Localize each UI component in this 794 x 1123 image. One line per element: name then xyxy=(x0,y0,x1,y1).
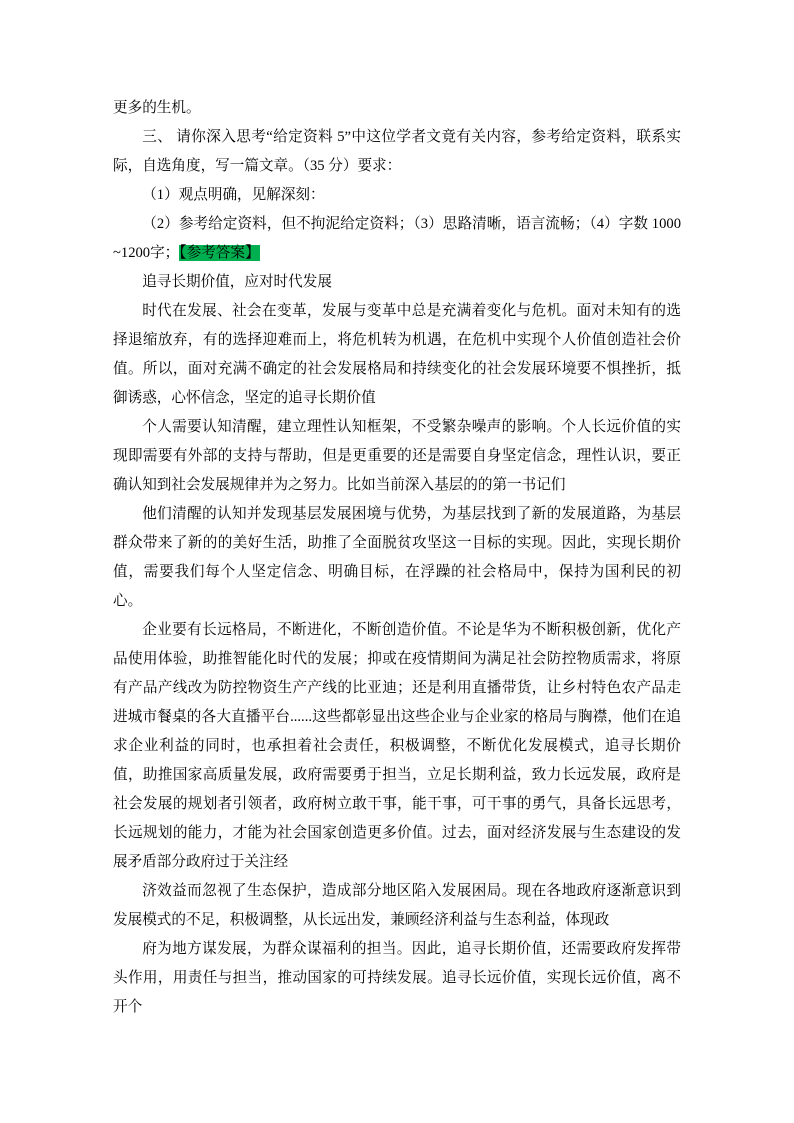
essay-paragraph: 济效益而忽视了生态保护，造成部分地区陷入发展困局。现在各地政府逐渐意识到发展模式的不足，积极调整，从长远出发，兼顾经济利益与生态利益，体现政 xyxy=(113,883,681,928)
requirements-text: （2）参考给定资料，但不拘泥给定资料；（3）思路清晰，语言流畅；（4）字数 1000~1200字； xyxy=(113,216,681,261)
document-body xyxy=(113,94,681,1022)
essay-paragraph: 他们清醒的认知并发现基层发展困境与优势，为基层找到了新的发展道路，为基层群众带来了新的的美好生活，助推了全面脱贫攻坚这一目标的实现。因此，实现长期价值，需要我们每个人坚定信念、明确目标，在浮躁的社会格局中，保持为国利民的初心。 xyxy=(113,506,681,609)
essay-paragraph: 个人需要认知清醒，建立理性认知框架，不受繁杂噪声的影响。个人长远价值的实现即需要有外部的支持与帮助，但是更重要的还是需要自身坚定信念，理性认识，要正确认知到社会发展规律并为之努力。比如当前深入基层的的第一书记们 xyxy=(113,419,681,493)
reference-answer-label: 【参考答案】 xyxy=(179,245,260,261)
essay-title: 追寻长期价值，应对时代发展 xyxy=(142,274,332,290)
question-three-prompt: 三、 请你深入思考“给定资料 5”中这位学者文竟有关内容，参考给定资料，联系实际，自选角度，写一篇文章。（35 分）要求： xyxy=(113,129,681,174)
paragraph-continuation: 更多的生机。 xyxy=(113,100,201,116)
essay-paragraph: 府为地方谋发展，为群众谋福利的担当。因此，追寻长期价值，还需要政府发挥带头作用，用责任与担当，推动国家的可持续发展。追寻长远价值，实现长远价值，离不开个 xyxy=(113,941,681,1015)
requirements-2-4 xyxy=(113,210,681,268)
essay-paragraph: 企业要有长远格局，不断进化，不断创造价值。不论是华为不断积极创新，优化产品使用体验，助推智能化时代的发展；抑或在疫情期间为满足社会防控物质需求，将原有产品产线改为防控物资生产产线的比亚迪；还是利用直播带货，让乡村特色农产品走进城市餐桌的各大直播平台......这些都彰显出这些企业与企业家的格局与胸襟，他们在追求企业利益的同时，也承担着社会责任，积极调整，不断优化发展模式，追寻长期价值，助推国家高质量发展，政府需要勇于担当，立足长期利益，致力长远发展，政府是社会发展的规划者引领者，政府树立敢干事，能干事，可干事的勇气，具备长远思考，长远规划的能力，才能为社会国家创造更多价值。过去，面对经济发展与生态建设的发展矛盾部分政府过于关注经 xyxy=(113,622,681,870)
essay-paragraph: 时代在发展、社会在变革，发展与变革中总是充满着变化与危机。面对未知有的选择退缩放弃，有的选择迎难而上，将危机转为机遇，在危机中实现个人价值创造社会价值。所以，面对充满不确定的社会发展格局和持续变化的社会发展环境要不惧挫折，抵御诱惑，心怀信念，坚定的追寻长期价值 xyxy=(113,303,681,406)
requirement-1: （1）观点明确，见解深刻： xyxy=(142,187,325,203)
